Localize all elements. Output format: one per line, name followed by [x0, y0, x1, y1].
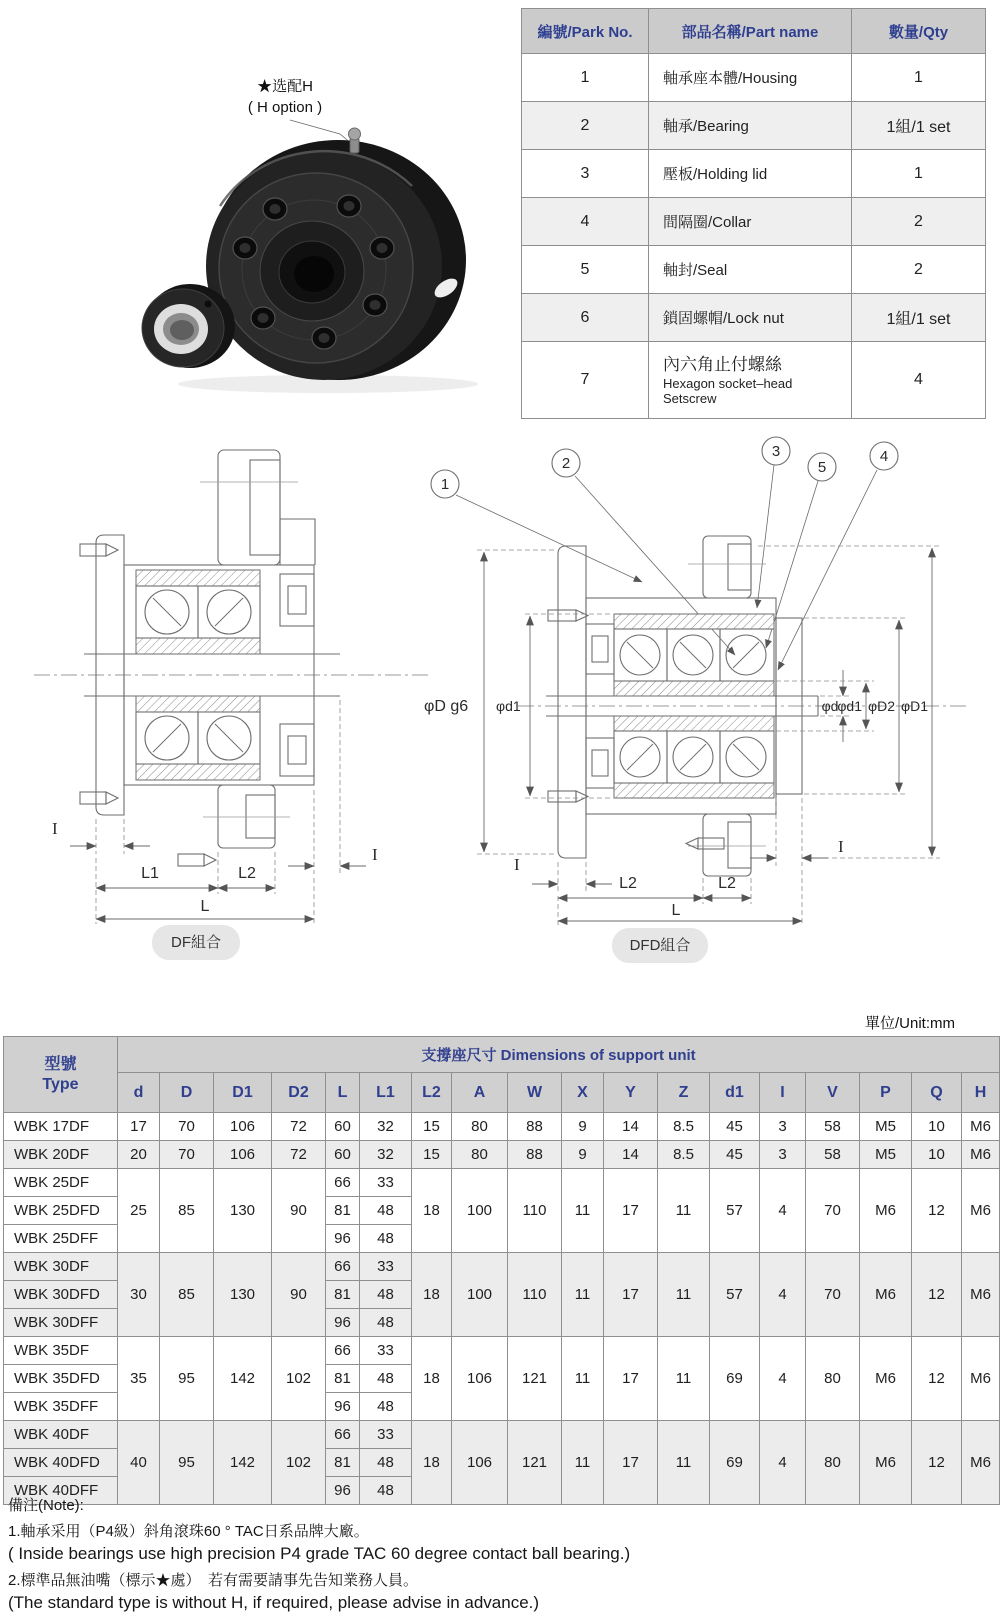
header-qty: 數量/Qty — [852, 9, 986, 54]
dimension-i-right — [750, 798, 844, 866]
table-row — [522, 102, 986, 150]
part-name-en: Setscrew — [663, 391, 717, 406]
header-part-no: 編號/Park No. — [522, 9, 649, 54]
col-Q: Q — [912, 1073, 962, 1113]
dim-label-dD: φD g6 — [424, 698, 469, 715]
balloon-3 — [762, 437, 790, 465]
col-W: W — [508, 1073, 562, 1113]
table-row: WBK 25DF 25 85 130 90 66 33 18 100 110 11 17 11 57 4 70 M6 12 M6 — [4, 1169, 1000, 1197]
dim-label-i: I — [838, 837, 844, 856]
col-D2: D2 — [272, 1073, 326, 1113]
part-name-zh: 內六角止付螺絲 — [663, 355, 782, 374]
note-line-1-zh: 1.軸承采用（P4級）斜角滾珠60 ° TAC日系品牌大廠。 — [8, 1523, 369, 1540]
product-photo — [128, 98, 484, 398]
type-cell: WBK 25DF — [4, 1169, 118, 1197]
table-row: WBK 25DFF 96 48 — [4, 1225, 1000, 1253]
part-no: 5 — [522, 246, 649, 294]
part-qty: 2 — [852, 198, 986, 246]
balloon-5 — [808, 453, 836, 481]
dim-label-dd1: φd1 — [837, 698, 862, 714]
table-row: WBK 35DFF 96 48 — [4, 1393, 1000, 1421]
type-cell: WBK 30DFF — [4, 1309, 118, 1337]
dim-label-dd1: φd1 — [496, 698, 521, 714]
part-name: 軸承/Bearing — [649, 102, 852, 150]
dim-label-dD2: φD2 — [868, 698, 895, 714]
grease-nipple-icon — [349, 128, 361, 153]
dim-label-l1: L1 — [141, 865, 159, 882]
dimension-diameters-right — [758, 546, 940, 858]
housing-section — [558, 546, 802, 858]
dimension-i-left — [52, 819, 150, 854]
balloon-callouts — [431, 437, 898, 670]
unit-label: 單位/Unit:mm — [864, 1015, 955, 1032]
table-row — [522, 54, 986, 102]
table-row — [522, 294, 986, 342]
type-cell: WBK 30DF — [4, 1253, 118, 1281]
dimension-i-right — [288, 700, 378, 874]
df-caption: DF組合 — [152, 925, 240, 960]
dimensions-table — [3, 1036, 1000, 1505]
part-no: 4 — [522, 198, 649, 246]
col-Z: Z — [658, 1073, 710, 1113]
part-no: 1 — [522, 54, 649, 102]
dfd-caption: DFD組合 — [612, 928, 708, 963]
part-qty: 1組/1 set — [852, 294, 986, 342]
dimension-i-left — [514, 855, 612, 892]
table-row: WBK 17DF 17 70 106 72 60 32 15 80 88 9 14 8.5 45 3 58 M5 10 M6 — [4, 1113, 1000, 1141]
col-I: I — [760, 1073, 806, 1113]
part-name — [649, 342, 852, 419]
svg-text:1: 1 — [440, 476, 450, 493]
part-no: 7 — [522, 342, 649, 419]
table-row — [522, 198, 986, 246]
table-row: WBK 30DFF 96 48 — [4, 1309, 1000, 1337]
part-no: 2 — [522, 102, 649, 150]
table-row: WBK 40DFD 81 48 — [4, 1449, 1000, 1477]
dim-label-dD1: φD1 — [901, 698, 928, 714]
dim-label-l2: L2 — [718, 875, 736, 892]
table-row — [522, 246, 986, 294]
dim-label-l: L — [200, 898, 210, 915]
balloon-2 — [552, 449, 580, 477]
col-D: D — [160, 1073, 214, 1113]
col-d1: d1 — [710, 1073, 760, 1113]
col-L2: L2 — [412, 1073, 452, 1113]
note-title: 備注(Note): — [8, 1497, 84, 1514]
type-cell: WBK 40DFD — [4, 1449, 118, 1477]
part-no: 6 — [522, 294, 649, 342]
table-row: WBK 35DFD 81 48 — [4, 1365, 1000, 1393]
h-option-label-zh: ★选配H — [257, 78, 313, 95]
svg-text:2: 2 — [561, 455, 571, 472]
note-line-2-en: (The standard type is without H, if required, please advise in advance.) — [8, 1593, 540, 1612]
dim-label-l: L — [671, 902, 681, 919]
type-cell: WBK 40DFF — [4, 1477, 118, 1505]
housing-photo — [206, 128, 466, 380]
dim-label-i: I — [514, 855, 520, 874]
balloon-4 — [870, 442, 898, 470]
part-qty: 1 — [852, 150, 986, 198]
h-option-label-en: ( H option ) — [247, 99, 323, 116]
part-qty: 4 — [852, 342, 986, 419]
parts-table — [521, 8, 986, 419]
type-cell: WBK 35DFD — [4, 1365, 118, 1393]
col-X: X — [562, 1073, 604, 1113]
col-A: A — [452, 1073, 508, 1113]
part-name: 軸承座本體/Housing — [649, 54, 852, 102]
part-qty: 1組/1 set — [852, 102, 986, 150]
table-row: WBK 40DF 40 95 142 102 66 33 18 106 121 11 17 11 69 4 80 M6 12 M6 — [4, 1421, 1000, 1449]
col-L: L — [326, 1073, 360, 1113]
type-cell: WBK 40DF — [4, 1421, 118, 1449]
part-qty: 1 — [852, 54, 986, 102]
table-row: WBK 35DF 35 95 142 102 66 33 18 106 121 11 17 11 69 4 80 M6 12 M6 — [4, 1337, 1000, 1365]
type-cell: WBK 17DF — [4, 1113, 118, 1141]
col-V: V — [806, 1073, 860, 1113]
part-name: 間隔圈/Collar — [649, 198, 852, 246]
table-row — [522, 342, 986, 419]
svg-text:3: 3 — [771, 443, 781, 460]
dim-label-dd: φd — [821, 698, 839, 714]
part-name-en: Hexagon socket–head — [663, 376, 793, 391]
type-cell: WBK 25DFD — [4, 1197, 118, 1225]
type-cell: WBK 30DFD — [4, 1281, 118, 1309]
dimensions-group-header: 支撐座尺寸 Dimensions of support unit — [118, 1037, 1000, 1073]
note-line-2-zh: 2.標準品無油嘴（標示★處） 若有需要請事先告知業務人員。 — [8, 1572, 419, 1589]
type-cell: WBK 35DF — [4, 1337, 118, 1365]
dim-label-i: I — [52, 819, 58, 838]
svg-text:5: 5 — [817, 459, 827, 476]
balloon-1 — [431, 470, 459, 498]
lock-nut-photo — [142, 284, 235, 368]
dim-label-l2: L2 — [238, 865, 256, 882]
svg-text:4: 4 — [879, 448, 889, 465]
col-D1: D1 — [214, 1073, 272, 1113]
dims-header-row — [4, 1037, 1000, 1073]
table-row — [522, 150, 986, 198]
part-qty: 2 — [852, 246, 986, 294]
type-cell: WBK 25DFF — [4, 1225, 118, 1253]
dims-column-row — [4, 1073, 1000, 1113]
dimension-diameters-left — [424, 550, 610, 854]
col-d: d — [118, 1073, 160, 1113]
table-row: WBK 25DFD 81 48 — [4, 1197, 1000, 1225]
note-line-1-en: ( Inside bearings use high precision P4 grade TAC 60 degree contact ball bearing.) — [8, 1544, 631, 1563]
table-row: WBK 30DF 30 85 130 90 66 33 18 100 110 11 17 11 57 4 70 M6 12 M6 — [4, 1253, 1000, 1281]
part-no: 3 — [522, 150, 649, 198]
header-part-name: 部品名稱/Part name — [649, 9, 852, 54]
table-row: WBK 20DF 20 70 106 72 60 32 15 80 88 9 14 8.5 45 3 58 M5 10 M6 — [4, 1141, 1000, 1169]
table-row: WBK 40DFF 96 48 — [4, 1477, 1000, 1505]
df-drawing — [28, 422, 438, 927]
dimension-l2-l — [558, 870, 802, 926]
part-name: 軸封/Seal — [649, 246, 852, 294]
parts-header-row — [522, 9, 986, 54]
type-header: 型號 Type — [4, 1037, 118, 1113]
notes-block — [8, 1494, 992, 1612]
dim-label-i: I — [372, 845, 378, 864]
col-Y: Y — [604, 1073, 658, 1113]
dimension-l1-l2-l — [96, 852, 314, 924]
dfd-drawing — [418, 418, 978, 933]
type-cell: WBK 20DF — [4, 1141, 118, 1169]
col-P: P — [860, 1073, 912, 1113]
dim-label-l2: L2 — [619, 875, 637, 892]
part-name: 鎖固螺帽/Lock nut — [649, 294, 852, 342]
col-L1: L1 — [360, 1073, 412, 1113]
col-H: H — [962, 1073, 1000, 1113]
part-name: 壓板/Holding lid — [649, 150, 852, 198]
type-cell: WBK 35DFF — [4, 1393, 118, 1421]
table-row: WBK 30DFD 81 48 — [4, 1281, 1000, 1309]
